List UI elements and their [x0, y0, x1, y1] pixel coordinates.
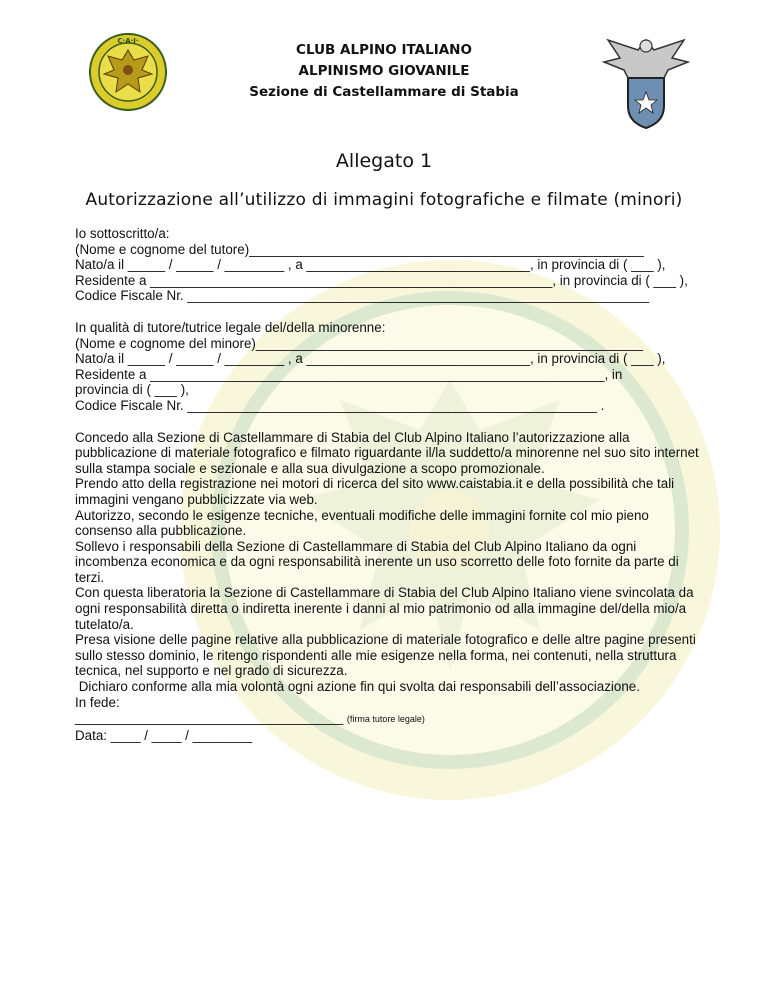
tutor-intro: Io sottoscritto/a:	[75, 226, 170, 241]
tutor-name-field[interactable]: (Nome e cognome del tutore)_____________________________________________________	[75, 241, 644, 257]
minor-section	[75, 320, 705, 414]
minor-residence-field[interactable]: Residente a _____________________________________________________________, in	[75, 366, 623, 382]
minor-fiscal-code-field[interactable]: Codice Fiscale Nr. _______________________________________________________ .	[75, 397, 605, 413]
paragraph-release: Con questa liberatoria la Sezione di Castellammare di Stabia del Club Alpino Italiano viene svincolata da ogni responsabilità diretta o indiretta inerente i danni al mio patrimonio od alla immagine del/della mio/a tutelato/a.	[75, 585, 694, 632]
header-line-3: Sezione di Castellammare di Stabia	[249, 84, 519, 100]
paragraph-modifications: Autorizzo, secondo le esigenze tecniche, eventuali modifiche delle immagini fornite col mio pieno consenso alla pubblicazione.	[75, 507, 649, 539]
paragraph-search-engines: Prendo atto della registrazione nei motori di ricerca del sito www.caistabia.it e della possibilità che tali immagini vengano pubblicizzate via web.	[75, 476, 675, 507]
tutor-birth-field[interactable]: Nato/a il _____ / _____ / ________ , a ______________________________, in provincia di ( ___ ),	[75, 257, 666, 273]
document-subtitle: Autorizzazione all’utilizzo di immagini fotografiche e filmate (minori)	[85, 190, 683, 210]
minor-intro: In qualità di tutore/tutrice legale del/della minorenne:	[75, 319, 386, 335]
document-body	[75, 226, 705, 743]
signature-line[interactable]: ____________________________________	[75, 710, 344, 726]
document-title: Allegato 1	[335, 150, 433, 172]
signature-label: (firma tutore legale)	[346, 714, 425, 725]
tutor-section	[75, 226, 705, 304]
minor-birth-field[interactable]: Nato/a il _____ / _____ / ________ , a ______________________________, in provincia di ( ___ ),	[75, 351, 666, 367]
header-line-1: CLUB ALPINO ITALIANO	[296, 42, 472, 58]
in-fede-label: In fede:	[75, 694, 120, 710]
minor-name-field[interactable]: (Nome e cognome del minore)____________________________________________________	[75, 335, 644, 351]
header-line-2: ALPINISMO GIOVANILE	[298, 63, 470, 79]
paragraph-pages-review: Presa visione delle pagine relative alla pubblicazione di materiale fotografico e delle altre pagine presenti sullo stesso dominio, le ritengo rispondenti alle mie esigenze nella forma, nei contenuti, nella struttura tecnica, nel supporto e nel grado di sicurezza.	[75, 632, 696, 679]
seal-text: C·A·I·	[117, 37, 139, 45]
signature-field[interactable]	[75, 710, 705, 728]
minor-province-field[interactable]: provincia di ( ___ ),	[75, 382, 189, 398]
date-field[interactable]: Data: ____ / ____ / ________	[75, 727, 253, 743]
paragraph-consent: Concedo alla Sezione di Castellammare di Stabia del Club Alpino Italiano l’autorizzazione alla pubblicazione di materiale fotografico e filmato riguardante il/la suddetto/a minorenne nel suo sito internet sulla stampa sociale e sezionale e alla sua divulgazione a scopo promozionale.	[75, 429, 699, 476]
paragraph-liability: Sollevo i responsabili della Sezione di Castellammare di Stabia del Club Alpino Italiano da ogni incombenza economica e da ogni responsabilità inerente un uso scorretto delle foto fornite da parte di terzi.	[75, 538, 679, 585]
paragraph-declaration: Dichiaro conforme alla mia volontà ogni azione fin qui svolta dai responsabili dell’associazione.	[75, 679, 640, 695]
organization-header	[0, 40, 768, 103]
tutor-residence-field[interactable]: Residente a ______________________________________________________, in provincia di ( ___ ),	[75, 272, 688, 288]
tutor-fiscal-code-field[interactable]: Codice Fiscale Nr. ______________________________________________________________	[75, 288, 650, 304]
